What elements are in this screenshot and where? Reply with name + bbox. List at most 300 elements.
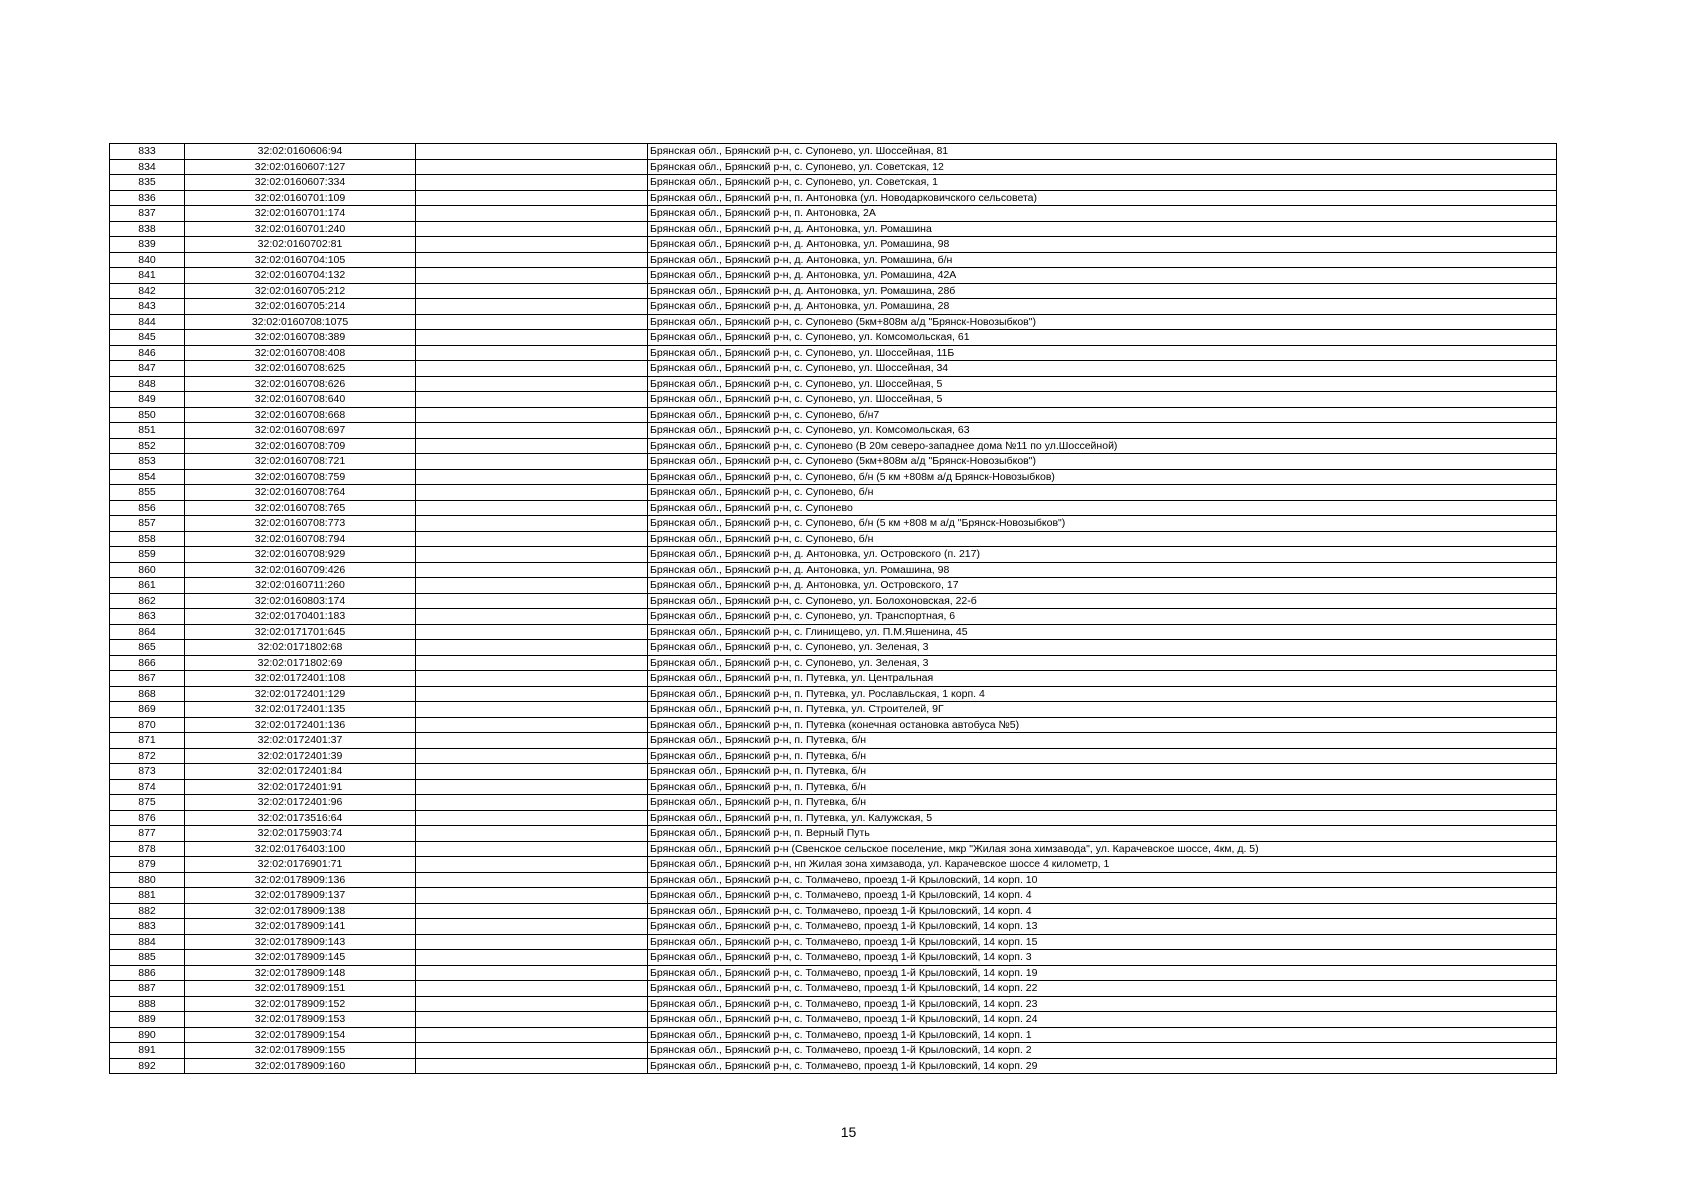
empty-cell	[416, 996, 648, 1012]
address-cell: Брянская обл., Брянский р-н, с. Супонево, ул. Шоссейная, 5	[648, 392, 1557, 408]
table-row	[110, 578, 1557, 594]
table-row	[110, 562, 1557, 578]
cadastral-number-cell: 32:02:0160708:765	[185, 500, 416, 516]
table-row	[110, 934, 1557, 950]
empty-cell	[416, 655, 648, 671]
table-row	[110, 1027, 1557, 1043]
table-row	[110, 609, 1557, 625]
cadastral-number-cell: 32:02:0160704:132	[185, 268, 416, 284]
empty-cell	[416, 609, 648, 625]
table-row	[110, 438, 1557, 454]
table-row	[110, 640, 1557, 656]
table-row	[110, 919, 1557, 935]
row-number-cell: 890	[110, 1027, 185, 1043]
table-row	[110, 392, 1557, 408]
address-cell: Брянская обл., Брянский р-н, п. Путевка, ул. Рославльская, 1 корп. 4	[648, 686, 1557, 702]
cadastral-number-cell: 32:02:0160708:929	[185, 547, 416, 563]
cadastral-number-cell: 32:02:0176901:71	[185, 857, 416, 873]
table-row	[110, 175, 1557, 191]
address-cell: Брянская обл., Брянский р-н, п. Путевка, б/н	[648, 733, 1557, 749]
address-cell: Брянская обл., Брянский р-н, п. Путевка, б/н	[648, 795, 1557, 811]
address-cell: Брянская обл., Брянский р-н, с. Толмачево, проезд 1-й Крыловский, 14 корп. 10	[648, 872, 1557, 888]
row-number-cell: 873	[110, 764, 185, 780]
table-row	[110, 547, 1557, 563]
empty-cell	[416, 500, 648, 516]
empty-cell	[416, 299, 648, 315]
address-cell: Брянская обл., Брянский р-н, с. Супонево, ул. Болохоновская, 22-б	[648, 593, 1557, 609]
cadastral-number-cell: 32:02:0178909:137	[185, 888, 416, 904]
table-row	[110, 810, 1557, 826]
address-cell: Брянская обл., Брянский р-н, с. Супонево, ул. Шоссейная, 81	[648, 144, 1557, 160]
row-number-cell: 835	[110, 175, 185, 191]
row-number-cell: 841	[110, 268, 185, 284]
table-row	[110, 206, 1557, 222]
address-cell: Брянская обл., Брянский р-н, с. Толмачево, проезд 1-й Крыловский, 14 корп. 22	[648, 981, 1557, 997]
row-number-cell: 852	[110, 438, 185, 454]
empty-cell	[416, 764, 648, 780]
row-number-cell: 853	[110, 454, 185, 470]
table-row	[110, 903, 1557, 919]
empty-cell	[416, 857, 648, 873]
empty-cell	[416, 593, 648, 609]
table-row	[110, 779, 1557, 795]
empty-cell	[416, 1012, 648, 1028]
cadastral-number-cell: 32:02:0172401:39	[185, 748, 416, 764]
address-cell: Брянская обл., Брянский р-н, п. Путевка, б/н	[648, 748, 1557, 764]
table-row	[110, 299, 1557, 315]
cadastral-number-cell: 32:02:0160607:127	[185, 159, 416, 175]
cadastral-number-cell: 32:02:0172401:135	[185, 702, 416, 718]
address-cell: Брянская обл., Брянский р-н, д. Антоновка, ул. Ромашина, 28б	[648, 283, 1557, 299]
address-cell: Брянская обл., Брянский р-н (Свенское сельское поселение, мкр "Жилая зона химзавода", ул. Карачевское шоссе, 4км, д. 5)	[648, 841, 1557, 857]
empty-cell	[416, 717, 648, 733]
table-row	[110, 190, 1557, 206]
row-number-cell: 845	[110, 330, 185, 346]
empty-cell	[416, 795, 648, 811]
empty-cell	[416, 872, 648, 888]
address-cell: Брянская обл., Брянский р-н, с. Толмачево, проезд 1-й Крыловский, 14 корп. 13	[648, 919, 1557, 935]
address-cell: Брянская обл., Брянский р-н, с. Толмачево, проезд 1-й Крыловский, 14 корп. 1	[648, 1027, 1557, 1043]
cadastral-number-cell: 32:02:0178909:152	[185, 996, 416, 1012]
row-number-cell: 886	[110, 965, 185, 981]
empty-cell	[416, 376, 648, 392]
cadastral-number-cell: 32:02:0160701:240	[185, 221, 416, 237]
row-number-cell: 892	[110, 1058, 185, 1074]
table-row	[110, 655, 1557, 671]
cadastral-number-cell: 32:02:0172401:91	[185, 779, 416, 795]
row-number-cell: 872	[110, 748, 185, 764]
table-row	[110, 268, 1557, 284]
cadastral-number-cell: 32:02:0160701:174	[185, 206, 416, 222]
empty-cell	[416, 516, 648, 532]
cadastral-number-cell: 32:02:0172401:96	[185, 795, 416, 811]
row-number-cell: 862	[110, 593, 185, 609]
row-number-cell: 849	[110, 392, 185, 408]
row-number-cell: 861	[110, 578, 185, 594]
table-row	[110, 981, 1557, 997]
empty-cell	[416, 547, 648, 563]
address-cell: Брянская обл., Брянский р-н, п. Путевка, б/н	[648, 779, 1557, 795]
empty-cell	[416, 159, 648, 175]
row-number-cell: 864	[110, 624, 185, 640]
cadastral-number-cell: 32:02:0170401:183	[185, 609, 416, 625]
cadastral-number-cell: 32:02:0160708:389	[185, 330, 416, 346]
empty-cell	[416, 686, 648, 702]
row-number-cell: 866	[110, 655, 185, 671]
empty-cell	[416, 175, 648, 191]
address-cell: Брянская обл., Брянский р-н, д. Антоновка, ул. Островского, 17	[648, 578, 1557, 594]
row-number-cell: 840	[110, 252, 185, 268]
row-number-cell: 880	[110, 872, 185, 888]
table-row	[110, 500, 1557, 516]
address-cell: Брянская обл., Брянский р-н, п. Путевка, ул. Центральная	[648, 671, 1557, 687]
address-cell: Брянская обл., Брянский р-н, с. Супонево, ул. Советская, 12	[648, 159, 1557, 175]
row-number-cell: 859	[110, 547, 185, 563]
table-row	[110, 965, 1557, 981]
address-cell: Брянская обл., Брянский р-н, д. Антоновка, ул. Ромашина, 98	[648, 562, 1557, 578]
cadastral-number-cell: 32:02:0160708:1075	[185, 314, 416, 330]
cadastral-number-cell: 32:02:0160704:105	[185, 252, 416, 268]
address-cell: Брянская обл., Брянский р-н, с. Супонево, ул. Шоссейная, 5	[648, 376, 1557, 392]
empty-cell	[416, 345, 648, 361]
address-cell: Брянская обл., Брянский р-н, с. Супонево, ул. Шоссейная, 34	[648, 361, 1557, 377]
row-number-cell: 851	[110, 423, 185, 439]
row-number-cell: 888	[110, 996, 185, 1012]
empty-cell	[416, 934, 648, 950]
empty-cell	[416, 144, 648, 160]
table-row	[110, 159, 1557, 175]
row-number-cell: 856	[110, 500, 185, 516]
cadastral-number-cell: 32:02:0173516:64	[185, 810, 416, 826]
cadastral-number-cell: 32:02:0160705:214	[185, 299, 416, 315]
empty-cell	[416, 1058, 648, 1074]
row-number-cell: 877	[110, 826, 185, 842]
empty-cell	[416, 888, 648, 904]
table-row	[110, 826, 1557, 842]
cadastral-number-cell: 32:02:0171802:69	[185, 655, 416, 671]
address-cell: Брянская обл., Брянский р-н, с. Толмачево, проезд 1-й Крыловский, 14 корп. 4	[648, 903, 1557, 919]
row-number-cell: 863	[110, 609, 185, 625]
empty-cell	[416, 314, 648, 330]
row-number-cell: 878	[110, 841, 185, 857]
cadastral-number-cell: 32:02:0160708:625	[185, 361, 416, 377]
row-number-cell: 834	[110, 159, 185, 175]
row-number-cell: 884	[110, 934, 185, 950]
table-row	[110, 423, 1557, 439]
row-number-cell: 842	[110, 283, 185, 299]
row-number-cell: 871	[110, 733, 185, 749]
address-cell: Брянская обл., Брянский р-н, с. Толмачево, проезд 1-й Крыловский, 14 корп. 29	[648, 1058, 1557, 1074]
cadastral-number-cell: 32:02:0178909:154	[185, 1027, 416, 1043]
row-number-cell: 885	[110, 950, 185, 966]
cadastral-number-cell: 32:02:0178909:153	[185, 1012, 416, 1028]
cadastral-number-cell: 32:02:0160803:174	[185, 593, 416, 609]
row-number-cell: 855	[110, 485, 185, 501]
row-number-cell: 833	[110, 144, 185, 160]
address-cell: Брянская обл., Брянский р-н, с. Супонево, ул. Комсомольская, 63	[648, 423, 1557, 439]
address-cell: Брянская обл., Брянский р-н, с. Супонево, б/н7	[648, 407, 1557, 423]
cadastral-number-cell: 32:02:0160708:721	[185, 454, 416, 470]
row-number-cell: 881	[110, 888, 185, 904]
row-number-cell: 836	[110, 190, 185, 206]
cadastral-number-cell: 32:02:0160708:794	[185, 531, 416, 547]
address-cell: Брянская обл., Брянский р-н, д. Антоновка, ул. Островского (п. 217)	[648, 547, 1557, 563]
table-row	[110, 283, 1557, 299]
empty-cell	[416, 438, 648, 454]
table-row	[110, 361, 1557, 377]
cadastral-number-cell: 32:02:0178909:143	[185, 934, 416, 950]
cadastral-number-cell: 32:02:0160708:773	[185, 516, 416, 532]
table-row	[110, 671, 1557, 687]
table-row	[110, 469, 1557, 485]
table-row	[110, 795, 1557, 811]
empty-cell	[416, 624, 648, 640]
address-cell: Брянская обл., Брянский р-н, с. Супонево, б/н	[648, 485, 1557, 501]
empty-cell	[416, 330, 648, 346]
address-cell: Брянская обл., Брянский р-н, нп Жилая зона химзавода, ул. Карачевское шоссе 4 километр, 1	[648, 857, 1557, 873]
cadastral-number-cell: 32:02:0178909:138	[185, 903, 416, 919]
address-cell: Брянская обл., Брянский р-н, п. Путевка (конечная остановка автобуса №5)	[648, 717, 1557, 733]
cadastral-number-cell: 32:02:0178909:151	[185, 981, 416, 997]
row-number-cell: 883	[110, 919, 185, 935]
table-row	[110, 624, 1557, 640]
address-cell: Брянская обл., Брянский р-н, с. Супонево (5км+808м а/д "Брянск-Новозыбков")	[648, 314, 1557, 330]
cadastral-number-cell: 32:02:0172401:37	[185, 733, 416, 749]
address-cell: Брянская обл., Брянский р-н, с. Толмачево, проезд 1-й Крыловский, 14 корп. 3	[648, 950, 1557, 966]
row-number-cell: 869	[110, 702, 185, 718]
empty-cell	[416, 221, 648, 237]
address-cell: Брянская обл., Брянский р-н, п. Путевка, б/н	[648, 764, 1557, 780]
address-cell: Брянская обл., Брянский р-н, с. Супонево, ул. Шоссейная, 11Б	[648, 345, 1557, 361]
empty-cell	[416, 671, 648, 687]
table-row	[110, 516, 1557, 532]
table-row	[110, 314, 1557, 330]
empty-cell	[416, 237, 648, 253]
cadastral-number-cell: 32:02:0178909:148	[185, 965, 416, 981]
table-row	[110, 531, 1557, 547]
property-table	[109, 143, 1557, 1074]
empty-cell	[416, 407, 648, 423]
row-number-cell: 838	[110, 221, 185, 237]
cadastral-number-cell: 32:02:0172401:136	[185, 717, 416, 733]
cadastral-number-cell: 32:02:0171701:645	[185, 624, 416, 640]
row-number-cell: 870	[110, 717, 185, 733]
empty-cell	[416, 392, 648, 408]
address-cell: Брянская обл., Брянский р-н, с. Толмачево, проезд 1-й Крыловский, 14 корп. 4	[648, 888, 1557, 904]
address-cell: Брянская обл., Брянский р-н, д. Антоновка, ул. Ромашина, б/н	[648, 252, 1557, 268]
table-row	[110, 733, 1557, 749]
table-row	[110, 144, 1557, 160]
cadastral-number-cell: 32:02:0160708:408	[185, 345, 416, 361]
table-row	[110, 221, 1557, 237]
empty-cell	[416, 562, 648, 578]
row-number-cell: 889	[110, 1012, 185, 1028]
table-row	[110, 686, 1557, 702]
address-cell: Брянская обл., Брянский р-н, п. Путевка, ул. Калужская, 5	[648, 810, 1557, 826]
empty-cell	[416, 268, 648, 284]
cadastral-number-cell: 32:02:0171802:68	[185, 640, 416, 656]
table-row	[110, 376, 1557, 392]
table-row	[110, 888, 1557, 904]
address-cell: Брянская обл., Брянский р-н, п. Верный Путь	[648, 826, 1557, 842]
table-row	[110, 841, 1557, 857]
address-cell: Брянская обл., Брянский р-н, с. Толмачево, проезд 1-й Крыловский, 14 корп. 24	[648, 1012, 1557, 1028]
row-number-cell: 882	[110, 903, 185, 919]
empty-cell	[416, 190, 648, 206]
cadastral-number-cell: 32:02:0160708:640	[185, 392, 416, 408]
row-number-cell: 875	[110, 795, 185, 811]
table-row	[110, 345, 1557, 361]
table-row	[110, 330, 1557, 346]
address-cell: Брянская обл., Брянский р-н, с. Толмачево, проезд 1-й Крыловский, 14 корп. 23	[648, 996, 1557, 1012]
address-cell: Брянская обл., Брянский р-н, д. Антоновка, ул. Ромашина	[648, 221, 1557, 237]
table-row	[110, 996, 1557, 1012]
cadastral-number-cell: 32:02:0178909:136	[185, 872, 416, 888]
row-number-cell: 839	[110, 237, 185, 253]
address-cell: Брянская обл., Брянский р-н, с. Супонево, б/н (5 км +808м а/д Брянск-Новозыбков)	[648, 469, 1557, 485]
empty-cell	[416, 283, 648, 299]
row-number-cell: 843	[110, 299, 185, 315]
address-cell: Брянская обл., Брянский р-н, с. Супонево, ул. Советская, 1	[648, 175, 1557, 191]
cadastral-number-cell: 32:02:0160709:426	[185, 562, 416, 578]
empty-cell	[416, 423, 648, 439]
empty-cell	[416, 733, 648, 749]
row-number-cell: 868	[110, 686, 185, 702]
empty-cell	[416, 252, 648, 268]
cadastral-number-cell: 32:02:0178909:155	[185, 1043, 416, 1059]
empty-cell	[416, 454, 648, 470]
table-row	[110, 872, 1557, 888]
empty-cell	[416, 950, 648, 966]
cadastral-number-cell: 32:02:0160607:334	[185, 175, 416, 191]
row-number-cell: 846	[110, 345, 185, 361]
cadastral-number-cell: 32:02:0178909:160	[185, 1058, 416, 1074]
table-row	[110, 1043, 1557, 1059]
address-cell: Брянская обл., Брянский р-н, с. Супонево, ул. Зеленая, 3	[648, 640, 1557, 656]
row-number-cell: 887	[110, 981, 185, 997]
table-row	[110, 702, 1557, 718]
empty-cell	[416, 748, 648, 764]
cadastral-number-cell: 32:02:0160701:109	[185, 190, 416, 206]
cadastral-number-cell: 32:02:0160711:260	[185, 578, 416, 594]
empty-cell	[416, 779, 648, 795]
empty-cell	[416, 702, 648, 718]
row-number-cell: 857	[110, 516, 185, 532]
empty-cell	[416, 361, 648, 377]
empty-cell	[416, 640, 648, 656]
address-cell: Брянская обл., Брянский р-н, п. Антоновка (ул. Новодарковичского сельсовета)	[648, 190, 1557, 206]
address-cell: Брянская обл., Брянский р-н, с. Супонево, б/н	[648, 531, 1557, 547]
row-number-cell: 874	[110, 779, 185, 795]
address-cell: Брянская обл., Брянский р-н, с. Супонево, ул. Зеленая, 3	[648, 655, 1557, 671]
address-cell: Брянская обл., Брянский р-н, д. Антоновка, ул. Ромашина, 42А	[648, 268, 1557, 284]
address-cell: Брянская обл., Брянский р-н, с. Толмачево, проезд 1-й Крыловский, 14 корп. 19	[648, 965, 1557, 981]
cadastral-number-cell: 32:02:0160708:759	[185, 469, 416, 485]
address-cell: Брянская обл., Брянский р-н, с. Супонево, ул. Транспортная, 6	[648, 609, 1557, 625]
row-number-cell: 844	[110, 314, 185, 330]
empty-cell	[416, 531, 648, 547]
address-cell: Брянская обл., Брянский р-н, с. Толмачево, проезд 1-й Крыловский, 14 корп. 2	[648, 1043, 1557, 1059]
table-row	[110, 454, 1557, 470]
cadastral-number-cell: 32:02:0172401:108	[185, 671, 416, 687]
address-cell: Брянская обл., Брянский р-н, с. Супонево, б/н (5 км +808 м а/д "Брянск-Новозыбков")	[648, 516, 1557, 532]
address-cell: Брянская обл., Брянский р-н, с. Супонево (В 20м северо-западнее дома №11 по ул.Шоссейной)	[648, 438, 1557, 454]
address-cell: Брянская обл., Брянский р-н, п. Антоновка, 2А	[648, 206, 1557, 222]
address-cell: Брянская обл., Брянский р-н, д. Антоновка, ул. Ромашина, 28	[648, 299, 1557, 315]
cadastral-number-cell: 32:02:0160702:81	[185, 237, 416, 253]
cadastral-number-cell: 32:02:0160708:697	[185, 423, 416, 439]
cadastral-number-cell: 32:02:0160708:668	[185, 407, 416, 423]
empty-cell	[416, 206, 648, 222]
table-row	[110, 252, 1557, 268]
empty-cell	[416, 826, 648, 842]
row-number-cell: 850	[110, 407, 185, 423]
address-cell: Брянская обл., Брянский р-н, п. Путевка, ул. Строителей, 9Г	[648, 702, 1557, 718]
table-row	[110, 764, 1557, 780]
row-number-cell: 876	[110, 810, 185, 826]
cadastral-number-cell: 32:02:0160708:709	[185, 438, 416, 454]
row-number-cell: 860	[110, 562, 185, 578]
row-number-cell: 858	[110, 531, 185, 547]
address-cell: Брянская обл., Брянский р-н, с. Супонево (5км+808м а/д "Брянск-Новозыбков")	[648, 454, 1557, 470]
cadastral-number-cell: 32:02:0172401:84	[185, 764, 416, 780]
empty-cell	[416, 965, 648, 981]
empty-cell	[416, 981, 648, 997]
table-row	[110, 407, 1557, 423]
cadastral-number-cell: 32:02:0176403:100	[185, 841, 416, 857]
page-number: 15	[840, 1124, 857, 1140]
row-number-cell: 865	[110, 640, 185, 656]
row-number-cell: 848	[110, 376, 185, 392]
address-cell: Брянская обл., Брянский р-н, с. Супонево, ул. Комсомольская, 61	[648, 330, 1557, 346]
table-row	[110, 485, 1557, 501]
empty-cell	[416, 810, 648, 826]
cadastral-number-cell: 32:02:0160705:212	[185, 283, 416, 299]
empty-cell	[416, 485, 648, 501]
cadastral-number-cell: 32:02:0160708:626	[185, 376, 416, 392]
table-row	[110, 237, 1557, 253]
cadastral-number-cell: 32:02:0160606:94	[185, 144, 416, 160]
empty-cell	[416, 841, 648, 857]
cadastral-number-cell: 32:02:0178909:141	[185, 919, 416, 935]
empty-cell	[416, 1043, 648, 1059]
empty-cell	[416, 578, 648, 594]
empty-cell	[416, 919, 648, 935]
table-row	[110, 593, 1557, 609]
table-row	[110, 1058, 1557, 1074]
table-row	[110, 857, 1557, 873]
address-cell: Брянская обл., Брянский р-н, с. Толмачево, проезд 1-й Крыловский, 14 корп. 15	[648, 934, 1557, 950]
cadastral-number-cell: 32:02:0160708:764	[185, 485, 416, 501]
cadastral-number-cell: 32:02:0178909:145	[185, 950, 416, 966]
table-row	[110, 1012, 1557, 1028]
row-number-cell: 847	[110, 361, 185, 377]
empty-cell	[416, 1027, 648, 1043]
table-body	[110, 144, 1557, 1074]
empty-cell	[416, 469, 648, 485]
cadastral-number-cell: 32:02:0172401:129	[185, 686, 416, 702]
row-number-cell: 837	[110, 206, 185, 222]
table-row	[110, 950, 1557, 966]
row-number-cell: 854	[110, 469, 185, 485]
address-cell: Брянская обл., Брянский р-н, с. Супонево	[648, 500, 1557, 516]
row-number-cell: 891	[110, 1043, 185, 1059]
address-cell: Брянская обл., Брянский р-н, д. Антоновка, ул. Ромашина, 98	[648, 237, 1557, 253]
cadastral-number-cell: 32:02:0175903:74	[185, 826, 416, 842]
empty-cell	[416, 903, 648, 919]
row-number-cell: 879	[110, 857, 185, 873]
row-number-cell: 867	[110, 671, 185, 687]
